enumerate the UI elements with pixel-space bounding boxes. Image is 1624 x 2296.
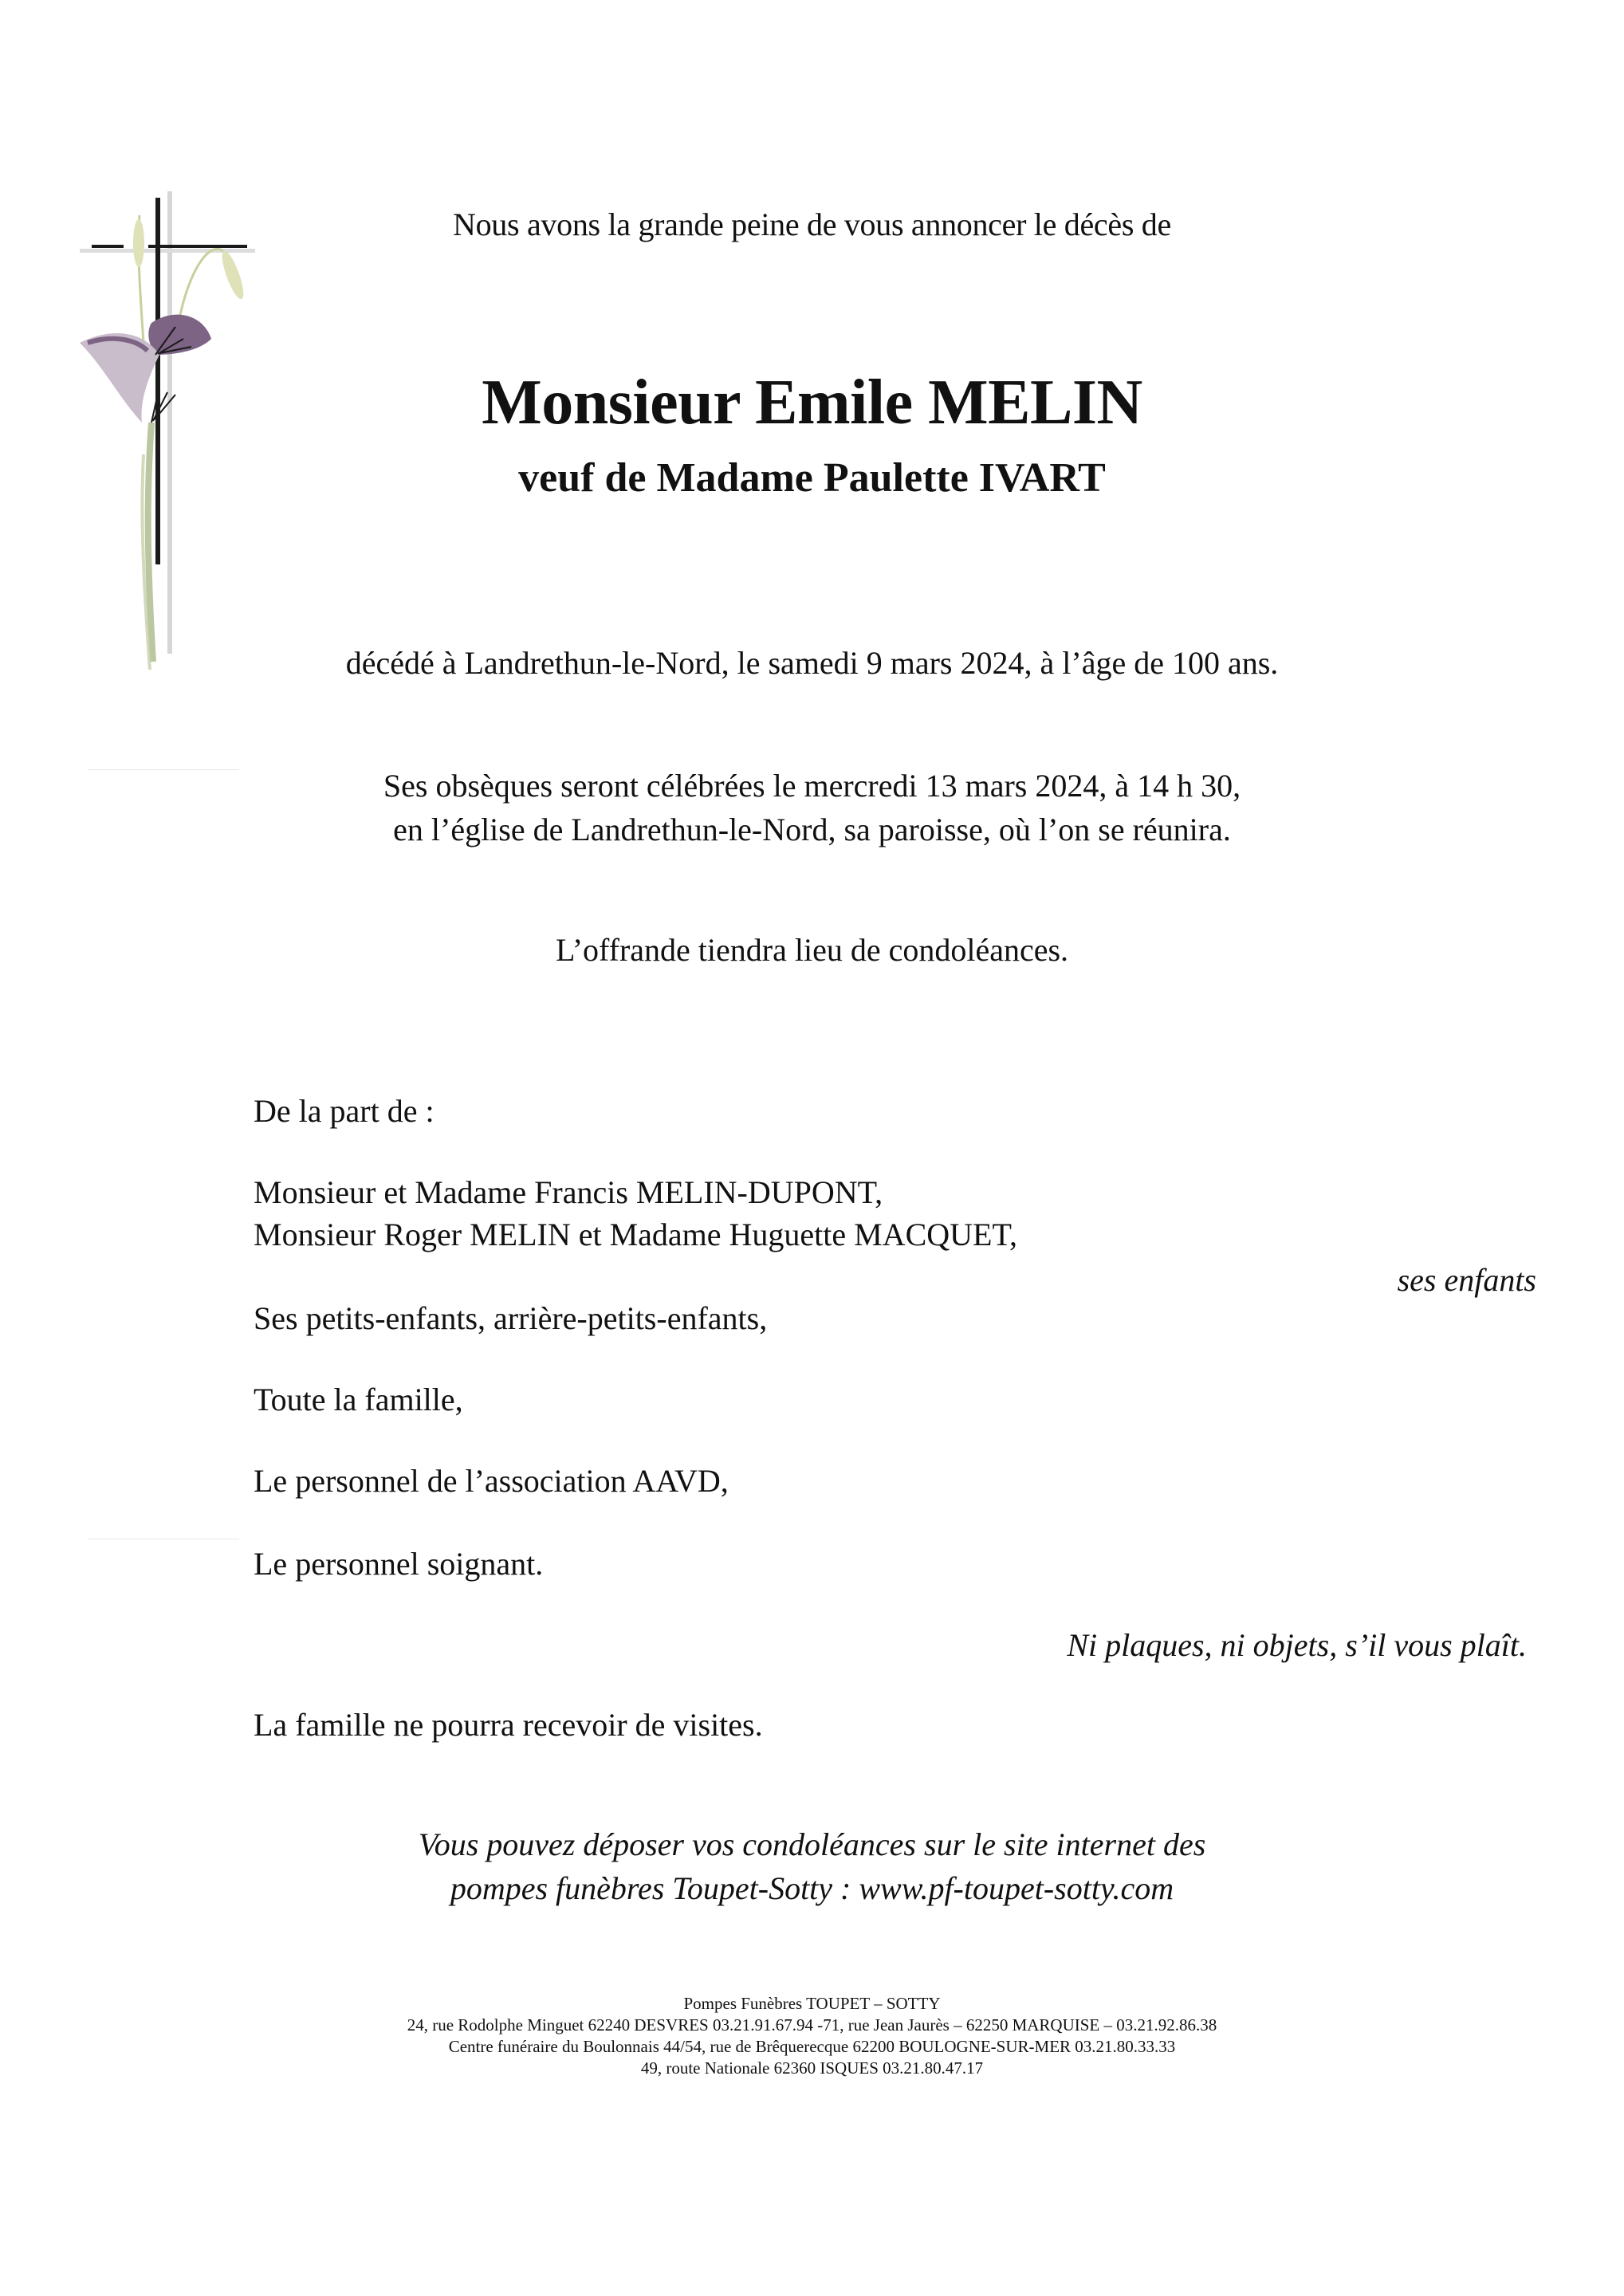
condolences-line-1: Vous pouvez déposer vos condoléances sur le site internet des [418, 1826, 1206, 1862]
spouse-line: veuf de Madame Paulette IVART [518, 455, 1106, 501]
cross-bar-right [148, 245, 247, 248]
no-visits-note: La famille ne pourra recevoir de visites. [254, 1707, 763, 1743]
deceased-name: Monsieur Emile MELIN [482, 368, 1142, 438]
funeral-home-footer [0, 1993, 1624, 2079]
death-notice: décédé à Landrethun-le-Nord, le samedi 9 mars 2024, à l’âge de 100 ans. [345, 645, 1279, 681]
care-staff-entry: Le personnel soignant. [254, 1546, 544, 1582]
footer-company: Pompes Funèbres TOUPET – SOTTY [683, 1994, 941, 2013]
family-entry: Toute la famille, [254, 1382, 463, 1417]
child-entry: Monsieur Roger MELIN et Madame Huguette MACQUET, [254, 1217, 1017, 1252]
condolences-line-2: pompes funèbres Toupet-Sotty : www.pf-toupet-sotty.com [450, 1870, 1174, 1906]
children-label: ses enfants [1397, 1262, 1536, 1298]
offering-note: L’offrande tiendra lieu de condoléances. [555, 932, 1069, 968]
funeral-line-1: Ses obsèques seront célébrées le mercredi 13 mars 2024, à 14 h 30, [383, 768, 1241, 804]
behalf-label: De la part de : [254, 1093, 435, 1129]
footer-address-line: Centre funéraire du Boulonnais 44/54, rue de Brêquerecque 62200 BOULOGNE-SUR-MER 03.21.80.33.33 [448, 2037, 1176, 2056]
cross-shadow-bar [80, 249, 255, 253]
child-entry: Monsieur et Madame Francis MELIN-DUPONT, [254, 1174, 883, 1210]
funeral-line-2: en l’église de Landrethun-le-Nord, sa paroisse, où l’on se réunira. [393, 812, 1231, 847]
no-plaques-note: Ni plaques, ni objets, s’il vous plaît. [1067, 1627, 1527, 1663]
association-staff-entry: Le personnel de l’association AAVD, [254, 1463, 729, 1499]
intro-text: Nous avons la grande peine de vous annoncer le décès de [453, 206, 1171, 242]
grandchildren-entry: Ses petits-enfants, arrière-petits-enfants, [254, 1300, 768, 1336]
wheat-ear-right [218, 249, 248, 301]
cross-bar-left [92, 245, 124, 248]
footer-address-line: 24, rue Rodolphe Minguet 62240 DESVRES 03.21.91.67.94 -71, rue Jean Jaurès – 62250 MARQUISE – 03.21.92.86.38 [407, 2015, 1217, 2035]
footer-address-line: 49, route Nationale 62360 ISQUES 03.21.80.47.17 [640, 2058, 984, 2078]
